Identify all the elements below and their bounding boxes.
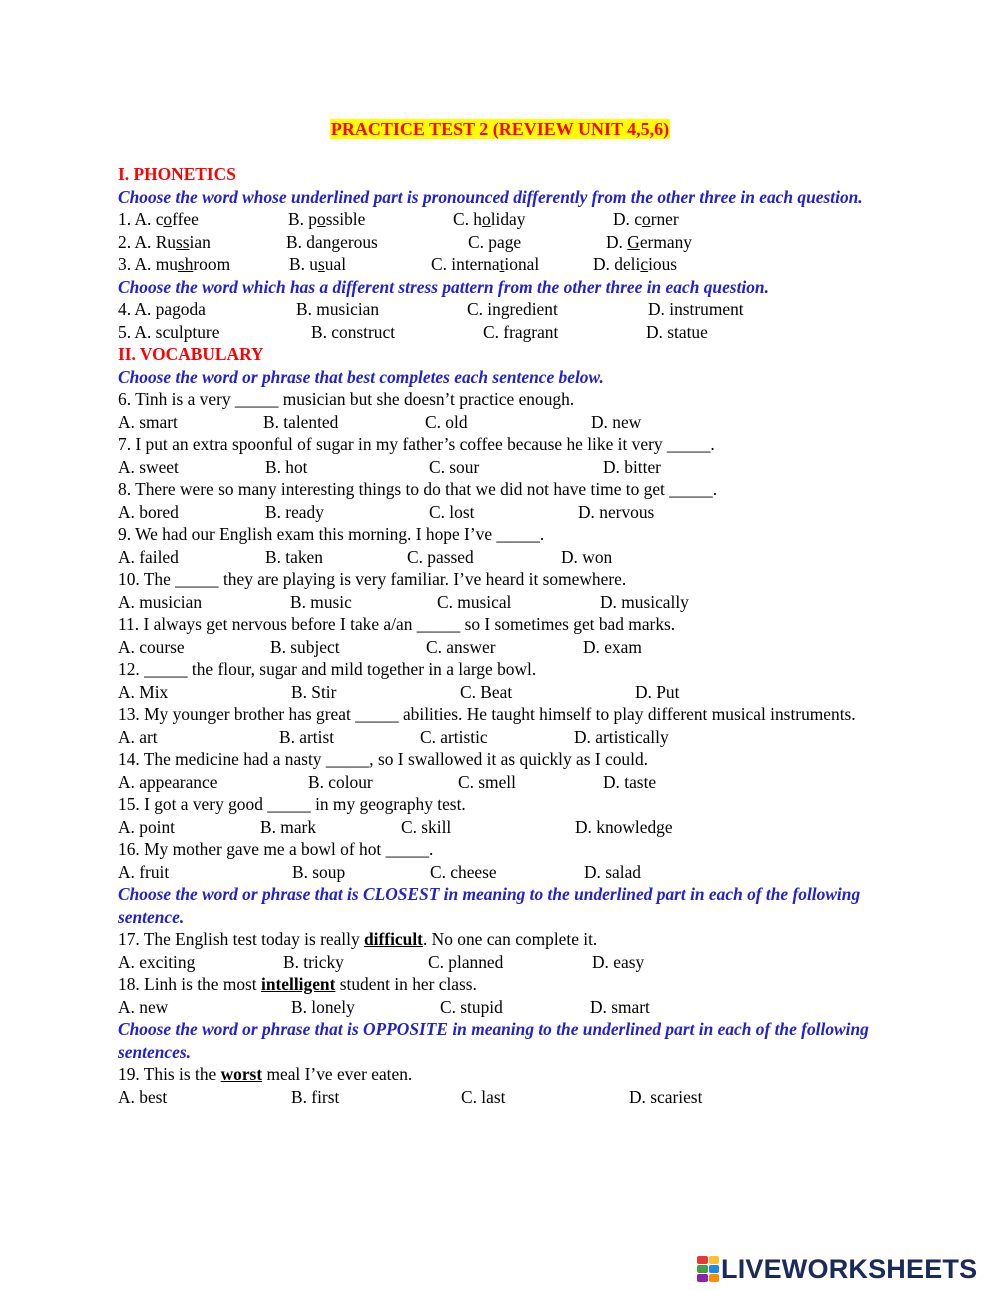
q5-option-b[interactable]: B. construct xyxy=(311,321,396,342)
q17-keyword: difficult xyxy=(364,929,423,949)
q18-option-c[interactable]: C. stupid xyxy=(440,996,503,1017)
q11-option-d[interactable]: D. exam xyxy=(583,636,642,657)
q5-option-a[interactable]: 5. A. sculpture xyxy=(118,321,220,342)
q10-option-b[interactable]: B. music xyxy=(290,591,352,612)
q3-option-c[interactable]: C. international xyxy=(431,254,540,274)
question-16-stem: 16. My mother gave me a bowl of hot _____. xyxy=(118,839,434,859)
q18-option-a[interactable]: A. new xyxy=(118,996,169,1017)
question-9-stem: 9. We had our English exam this morning. I hope I’ve _____. xyxy=(118,524,545,544)
q3-option-a[interactable]: 3. A. mushroom xyxy=(118,254,231,274)
q12-option-a[interactable]: A. Mix xyxy=(118,681,169,702)
question-3 xyxy=(118,253,888,276)
question-15-stem: 15. I got a very good _____ in my geography test. xyxy=(118,794,466,814)
q7-option-b[interactable]: B. hot xyxy=(265,456,308,477)
q1-option-b[interactable]: B. possible xyxy=(288,209,366,229)
q14-option-b[interactable]: B. colour xyxy=(308,771,373,792)
q2-option-a[interactable]: 2. A. Russian xyxy=(118,231,211,252)
q6-option-b[interactable]: B. talented xyxy=(263,411,339,432)
question-18-options xyxy=(118,996,888,1019)
q9-option-c[interactable]: C. passed xyxy=(407,546,474,567)
question-12-stem: 12. _____ the flour, sugar and mild together in a large bowl. xyxy=(118,659,537,679)
q8-option-c[interactable]: C. lost xyxy=(429,501,475,522)
question-18-stem: 18. Linh is the most intelligent student in her class. xyxy=(118,974,477,994)
q8-option-d[interactable]: D. nervous xyxy=(578,501,655,522)
q7-option-a[interactable]: A. sweet xyxy=(118,456,179,477)
question-17-stem: 17. The English test today is really difficult. No one can complete it. xyxy=(118,929,598,949)
q10-option-c[interactable]: C. musical xyxy=(437,591,512,612)
q2-option-c[interactable]: C. page xyxy=(468,231,522,252)
q9-option-b[interactable]: B. taken xyxy=(265,546,323,567)
q3-option-d[interactable]: D. delicious xyxy=(593,254,678,274)
closest-meaning-instruction: Choose the word or phrase that is CLOSEST in meaning to the underlined part in each of the following sentence. xyxy=(118,884,861,927)
question-8-stem: 8. There were so many interesting things to do that we did not have time to get _____. xyxy=(118,479,718,499)
q13-option-d[interactable]: D. artistically xyxy=(574,726,669,747)
question-15-options xyxy=(118,816,888,839)
q5-option-c[interactable]: C. fragrant xyxy=(483,321,559,342)
question-8-options xyxy=(118,501,888,524)
q6-option-d[interactable]: D. new xyxy=(591,411,642,432)
q7-option-d[interactable]: D. bitter xyxy=(603,456,661,477)
q6-option-c[interactable]: C. old xyxy=(425,411,468,432)
q1-option-d[interactable]: D. corner xyxy=(613,209,679,229)
question-14-stem: 14. The medicine had a nasty _____, so I swallowed it as quickly as I could. xyxy=(118,749,648,769)
phonetics-instruction-2: Choose the word which has a different stress pattern from the other three in each question. xyxy=(118,276,769,297)
q12-option-c[interactable]: C. Beat xyxy=(460,681,513,702)
q14-option-a[interactable]: A. appearance xyxy=(118,771,218,792)
phonetics-instruction-1: Choose the word whose underlined part is pronounced differently from the other three in each question. xyxy=(118,186,863,207)
q8-option-a[interactable]: A. bored xyxy=(118,501,179,522)
q19-option-a[interactable]: A. best xyxy=(118,1086,168,1107)
vocabulary-heading: II. VOCABULARY xyxy=(118,344,264,364)
question-2 xyxy=(118,231,888,254)
q15-option-c[interactable]: C. skill xyxy=(401,816,452,837)
question-1 xyxy=(118,208,888,231)
question-10-stem: 10. The _____ they are playing is very familiar. I’ve heard it somewhere. xyxy=(118,569,627,589)
q12-option-b[interactable]: B. Stir xyxy=(291,681,337,702)
q11-option-c[interactable]: C. answer xyxy=(426,636,496,657)
opposite-meaning-instruction: Choose the word or phrase that is OPPOSITE in meaning to the underlined part in each of the following sentences. xyxy=(118,1019,869,1062)
question-7-options xyxy=(118,456,888,479)
q11-option-b[interactable]: B. subject xyxy=(270,636,340,657)
q1-option-a[interactable]: 1. A. coffee xyxy=(118,209,199,229)
q10-option-a[interactable]: A. musician xyxy=(118,591,203,612)
q18-keyword: intelligent xyxy=(261,974,336,994)
question-6-stem: 6. Tinh is a very _____ musician but she doesn’t practice enough. xyxy=(118,389,575,409)
question-11-options xyxy=(118,636,888,659)
question-9-options xyxy=(118,546,888,569)
q14-option-c[interactable]: C. smell xyxy=(458,771,516,792)
q2-option-d[interactable]: D. Germany xyxy=(606,231,692,252)
q8-option-b[interactable]: B. ready xyxy=(265,501,324,522)
test-title: PRACTICE TEST 2 (REVIEW UNIT 4,5,6) xyxy=(330,119,670,139)
q1-option-c[interactable]: C. holiday xyxy=(453,209,526,229)
q13-option-a[interactable]: A. art xyxy=(118,726,158,747)
question-10-options xyxy=(118,591,888,614)
liveworksheets-logo xyxy=(697,1253,977,1285)
question-7-stem: 7. I put an extra spoonful of sugar in my father’s coffee because he like it very _____. xyxy=(118,434,715,454)
q16-option-a[interactable]: A. fruit xyxy=(118,861,170,882)
q16-option-c[interactable]: C. cheese xyxy=(430,861,497,882)
q4-option-d[interactable]: D. instrument xyxy=(648,299,744,319)
question-13-options xyxy=(118,726,888,749)
q16-option-b[interactable]: B. soup xyxy=(292,861,346,882)
vocabulary-instruction: Choose the word or phrase that best completes each sentence below. xyxy=(118,366,604,387)
question-13-stem: 13. My younger brother has great _____ abilities. He taught himself to play different musical instruments. xyxy=(118,704,856,724)
q18-option-d[interactable]: D. smart xyxy=(590,996,650,1017)
q17-option-c[interactable]: C. planned xyxy=(428,951,504,972)
q4-option-c[interactable]: C. ingredient xyxy=(467,299,558,319)
question-5 xyxy=(118,321,888,344)
q19-option-b[interactable]: B. first xyxy=(291,1086,340,1107)
worksheet-body xyxy=(118,163,888,1108)
q15-option-b[interactable]: B. mark xyxy=(260,816,317,837)
question-19-options xyxy=(118,1086,888,1109)
q5-option-d[interactable]: D. statue xyxy=(646,321,708,342)
q19-option-c[interactable]: C. last xyxy=(461,1086,506,1107)
question-12-options xyxy=(118,681,888,704)
q9-option-a[interactable]: A. failed xyxy=(118,546,179,567)
q12-option-d[interactable]: D. Put xyxy=(635,681,680,702)
q14-option-d[interactable]: D. taste xyxy=(603,771,657,792)
phonetics-heading: I. PHONETICS xyxy=(118,164,236,184)
q17-option-d[interactable]: D. easy xyxy=(592,951,645,972)
question-19-stem: 19. This is the worst meal I’ve ever eaten. xyxy=(118,1064,413,1084)
question-11-stem: 11. I always get nervous before I take a/an _____ so I sometimes get bad marks. xyxy=(118,614,676,634)
question-17-options xyxy=(118,951,888,974)
question-14-options xyxy=(118,771,888,794)
q4-option-b[interactable]: B. musician xyxy=(296,299,380,319)
question-6-options xyxy=(118,411,888,434)
q17-option-a[interactable]: A. exciting xyxy=(118,951,196,972)
q4-option-a[interactable]: 4. A. pagoda xyxy=(118,299,206,319)
q3-option-b[interactable]: B. usual xyxy=(289,254,347,274)
q11-option-a[interactable]: A. course xyxy=(118,636,185,657)
q13-option-c[interactable]: C. artistic xyxy=(420,726,488,747)
q9-option-d[interactable]: D. won xyxy=(561,546,613,567)
question-16-options xyxy=(118,861,888,884)
q15-option-d[interactable]: D. knowledge xyxy=(575,816,673,837)
q7-option-c[interactable]: C. sour xyxy=(429,456,480,477)
q10-option-d[interactable]: D. musically xyxy=(600,591,689,612)
q19-keyword: worst xyxy=(220,1064,263,1084)
q19-option-d[interactable]: D. scariest xyxy=(629,1086,703,1107)
q2-option-b[interactable]: B. dangerous xyxy=(286,231,378,252)
logo-text: LIVEWORKSHEETS xyxy=(721,1253,978,1284)
question-4 xyxy=(118,298,888,321)
q6-option-a[interactable]: A. smart xyxy=(118,411,178,432)
q18-option-b[interactable]: B. lonely xyxy=(291,996,355,1017)
liveworksheets-icon xyxy=(697,1256,719,1282)
q17-option-b[interactable]: B. tricky xyxy=(283,951,344,972)
q15-option-a[interactable]: A. point xyxy=(118,816,176,837)
q13-option-b[interactable]: B. artist xyxy=(279,726,335,747)
q16-option-d[interactable]: D. salad xyxy=(584,861,641,882)
